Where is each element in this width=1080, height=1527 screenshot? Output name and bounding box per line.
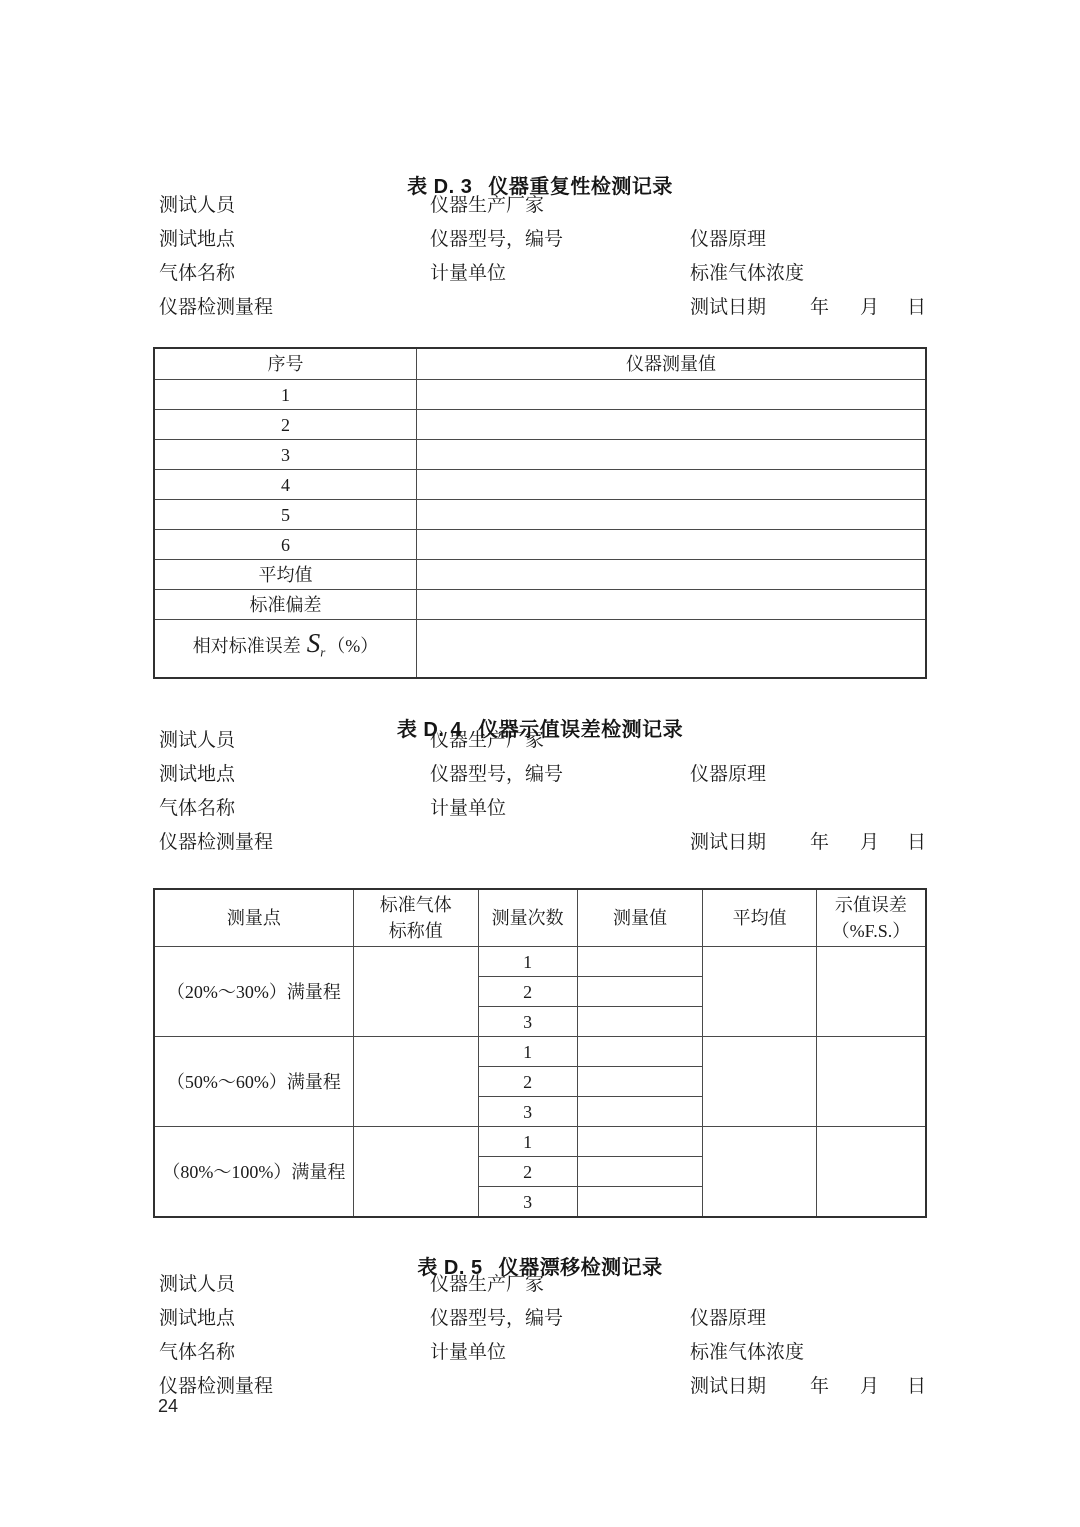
empty-cell [416, 470, 926, 500]
field-label-month: 月 [860, 1376, 880, 1397]
field-label-tester: 测试人员 [159, 1274, 236, 1295]
field-label-location: 测试地点 [159, 764, 236, 785]
field-row [153, 762, 927, 788]
table-header-row [154, 889, 926, 947]
indication-error-cell [816, 947, 926, 1037]
table-title-text: 仪器漂移检测记录 [498, 1256, 663, 1279]
average-cell [703, 947, 816, 1037]
table-row [154, 620, 926, 679]
indication-error-table [153, 888, 927, 1218]
field-label-year: 年 [810, 832, 830, 853]
field-label-unit: 计量单位 [430, 1342, 507, 1363]
measure-times-cell: 1 [478, 1127, 577, 1157]
row-label: 4 [154, 470, 416, 500]
measure-times-cell: 2 [478, 1157, 577, 1187]
row-label: 3 [154, 440, 416, 470]
measure-value-cell [577, 1037, 703, 1067]
measure-value-cell [577, 1127, 703, 1157]
empty-cell [416, 380, 926, 410]
col-header-measure-value: 测量值 [577, 889, 703, 947]
repeatability-table [153, 347, 927, 679]
empty-cell [416, 590, 926, 620]
row-label: 6 [154, 530, 416, 560]
table-row [154, 947, 926, 977]
field-label-gas-name: 气体名称 [159, 263, 236, 284]
col-header-measured-value: 仪器测量值 [416, 348, 926, 380]
measure-value-cell [577, 1007, 703, 1037]
field-label-gas-name: 气体名称 [159, 1342, 236, 1363]
field-label-location: 测试地点 [159, 1308, 236, 1329]
field-label-day: 日 [907, 297, 927, 318]
field-label-day: 日 [907, 1376, 927, 1397]
field-label-std-gas-conc: 标准气体浓度 [690, 1342, 805, 1363]
field-label-range: 仪器检测量程 [159, 832, 274, 853]
measure-point-cell: （50%～60%）满量程 [154, 1037, 353, 1127]
field-row [153, 1272, 927, 1298]
field-label-model: 仪器型号，编号 [430, 229, 564, 250]
col-header-indication-error: 示值误差 （%F.S.） [816, 889, 926, 947]
table-row [154, 1037, 926, 1067]
table-row [154, 440, 926, 470]
table-row [154, 380, 926, 410]
std-gas-nominal-cell [353, 1037, 478, 1127]
field-label-principle: 仪器原理 [690, 229, 767, 250]
measure-times-cell: 2 [478, 977, 577, 1007]
indication-error-cell [816, 1037, 926, 1127]
row-label-relative-std-error [154, 620, 416, 679]
measure-point-cell: （80%～100%）满量程 [154, 1127, 353, 1218]
field-row [153, 1306, 927, 1332]
table-row [154, 560, 926, 590]
field-label-manufacturer: 仪器生产厂家 [430, 1274, 545, 1295]
table-number: 表 D. 3 [407, 175, 473, 198]
col-header-measure-times: 测量次数 [478, 889, 577, 947]
field-row [153, 295, 927, 321]
average-cell [703, 1127, 816, 1218]
table-header-row [154, 348, 926, 380]
measure-value-cell [577, 977, 703, 1007]
sr-prefix: 相对标准误差 [192, 635, 301, 656]
empty-cell [416, 500, 926, 530]
row-label: 1 [154, 380, 416, 410]
col-header-std-gas-nominal: 标准气体 标称值 [353, 889, 478, 947]
field-label-principle: 仪器原理 [690, 1308, 767, 1329]
table-number: 表 D. 5 [417, 1256, 483, 1279]
measure-point-cell: （20%～30%）满量程 [154, 947, 353, 1037]
field-row [153, 1340, 927, 1366]
page-number: 24 [158, 1396, 179, 1416]
indication-error-cell [816, 1127, 926, 1218]
row-label: 5 [154, 500, 416, 530]
average-cell [703, 1037, 816, 1127]
field-label-manufacturer: 仪器生产厂家 [430, 195, 545, 216]
table-row [154, 410, 926, 440]
empty-cell [416, 440, 926, 470]
field-row [153, 1374, 927, 1400]
empty-cell [416, 530, 926, 560]
field-label-tester: 测试人员 [159, 730, 236, 751]
measure-times-cell: 3 [478, 1097, 577, 1127]
field-label-test-date: 测试日期 [690, 1376, 767, 1397]
sr-symbol: $S_r$ [306, 627, 326, 660]
row-label: 2 [154, 410, 416, 440]
std-gas-nominal-cell [353, 1127, 478, 1218]
field-row [153, 261, 927, 287]
table-row [154, 1127, 926, 1157]
field-row [153, 227, 927, 253]
field-label-range: 仪器检测量程 [159, 1376, 274, 1397]
field-label-model: 仪器型号，编号 [430, 1308, 564, 1329]
empty-cell [416, 410, 926, 440]
measure-value-cell [577, 1097, 703, 1127]
field-label-std-gas-conc: 标准气体浓度 [690, 263, 805, 284]
field-label-day: 日 [907, 832, 927, 853]
measure-times-cell: 2 [478, 1067, 577, 1097]
table-row [154, 530, 926, 560]
col-header-index: 序号 [154, 348, 416, 380]
table-row [154, 590, 926, 620]
empty-cell [416, 560, 926, 590]
measure-times-cell: 3 [478, 1007, 577, 1037]
table-number: 表 D. 4 [396, 718, 463, 741]
col-header-measure-point: 测量点 [154, 889, 353, 947]
std-gas-nominal-cell [353, 947, 478, 1037]
field-label-year: 年 [810, 1376, 830, 1397]
field-label-month: 月 [860, 297, 880, 318]
measure-times-cell: 1 [478, 947, 577, 977]
row-label-std-deviation: 标准偏差 [154, 590, 416, 620]
row-label-average: 平均值 [154, 560, 416, 590]
measure-value-cell [577, 1157, 703, 1187]
table-row [154, 500, 926, 530]
col-header-average: 平均值 [703, 889, 816, 947]
field-label-unit: 计量单位 [430, 263, 507, 284]
sr-suffix: （%） [327, 635, 379, 656]
field-label-month: 月 [860, 832, 880, 853]
field-label-test-date: 测试日期 [690, 832, 767, 853]
field-row [153, 830, 927, 856]
table-title-text: 仪器示值误差检测记录 [478, 718, 684, 741]
field-label-manufacturer: 仪器生产厂家 [430, 730, 545, 751]
field-label-test-date: 测试日期 [690, 297, 767, 318]
field-label-principle: 仪器原理 [690, 764, 767, 785]
field-label-model: 仪器型号，编号 [430, 764, 564, 785]
empty-cell [416, 620, 926, 679]
field-label-year: 年 [810, 297, 830, 318]
table-title-text: 仪器重复性检测记录 [488, 175, 673, 198]
field-label-range: 仪器检测量程 [159, 297, 274, 318]
field-label-gas-name: 气体名称 [159, 798, 236, 819]
measure-value-cell [577, 1067, 703, 1097]
measure-value-cell [577, 947, 703, 977]
field-row [153, 796, 927, 822]
field-label-location: 测试地点 [159, 229, 236, 250]
field-row [153, 728, 927, 754]
field-row [153, 193, 927, 219]
field-label-tester: 测试人员 [159, 195, 236, 216]
measure-value-cell [577, 1187, 703, 1218]
measure-times-cell: 1 [478, 1037, 577, 1067]
measure-times-cell: 3 [478, 1187, 577, 1218]
field-label-unit: 计量单位 [430, 798, 507, 819]
table-row [154, 470, 926, 500]
